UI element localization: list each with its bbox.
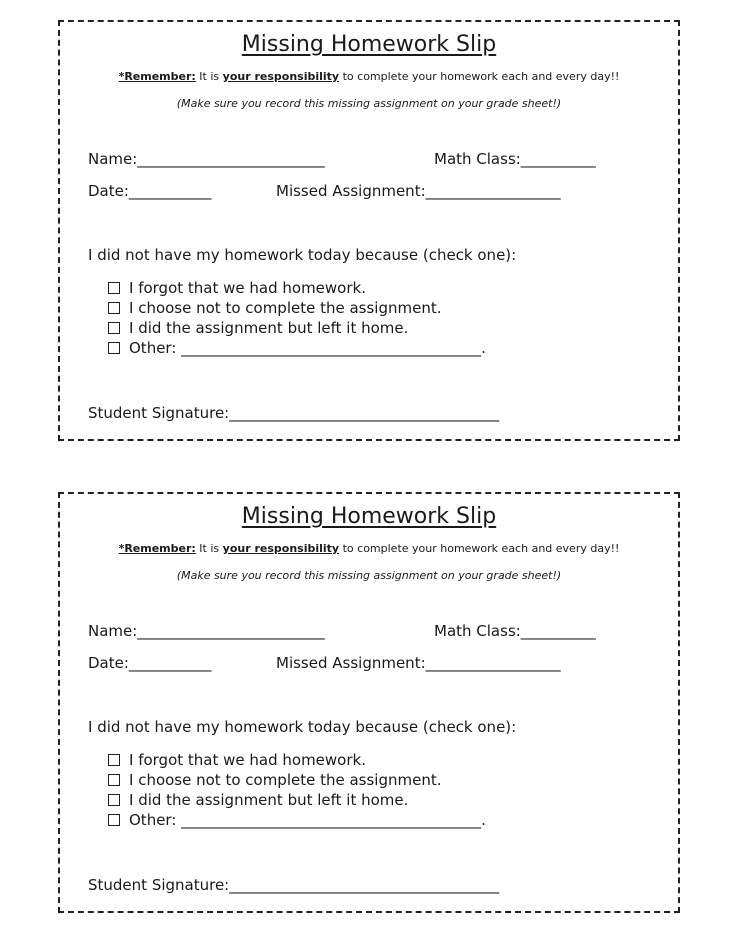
option-forgot[interactable] (108, 751, 366, 769)
option-left-home[interactable] (108, 791, 408, 809)
remember-emphasis: your responsibility (222, 70, 340, 83)
name-field[interactable]: Name:_________________________ (88, 622, 325, 640)
remember-label: *Remember: (118, 542, 196, 555)
option-left-home[interactable] (108, 319, 408, 337)
option-label: I forgot that we had homework. (129, 279, 366, 297)
option-chose-not[interactable] (108, 771, 442, 789)
option-label: I did the assignment but left it home. (129, 319, 409, 337)
slip-title: Missing Homework Slip (241, 32, 497, 57)
record-note: (Make sure you record this missing assignment on your grade sheet!) (176, 569, 562, 582)
option-chose-not[interactable] (108, 299, 442, 317)
homework-slip (58, 20, 680, 441)
remember-text-part: It is (195, 542, 223, 555)
signature-field[interactable]: Student Signature:____________________________________ (88, 876, 500, 894)
missed-assignment-field[interactable]: Missed Assignment:__________________ (276, 654, 561, 672)
checkbox-icon[interactable] (108, 302, 120, 314)
option-label: I forgot that we had homework. (129, 751, 366, 769)
math-class-field[interactable]: Math Class:__________ (434, 150, 596, 168)
missed-assignment-field[interactable]: Missed Assignment:__________________ (276, 182, 561, 200)
homework-slip (58, 492, 680, 913)
record-note: (Make sure you record this missing assignment on your grade sheet!) (176, 97, 562, 110)
remember-text-part: to complete your homework each and every day!! (339, 70, 620, 83)
slip-title: Missing Homework Slip (241, 504, 497, 529)
option-label: I choose not to complete the assignment. (129, 771, 442, 789)
checkbox-icon[interactable] (108, 774, 120, 786)
option-label: Other: ________________________________________. (129, 339, 486, 357)
checkbox-icon[interactable] (108, 814, 120, 826)
remember-emphasis: your responsibility (222, 542, 340, 555)
reason-prompt: I did not have my homework today because (check one): (88, 718, 517, 736)
option-other[interactable] (108, 339, 486, 357)
remember-text-part: It is (195, 70, 223, 83)
remember-label: *Remember: (118, 70, 196, 83)
checkbox-icon[interactable] (108, 322, 120, 334)
math-class-field[interactable]: Math Class:__________ (434, 622, 596, 640)
option-label: I did the assignment but left it home. (129, 791, 409, 809)
remember-text (60, 542, 678, 555)
option-forgot[interactable] (108, 279, 366, 297)
checkbox-icon[interactable] (108, 282, 120, 294)
checkbox-icon[interactable] (108, 342, 120, 354)
remember-text (60, 70, 678, 83)
option-label: Other: ________________________________________. (129, 811, 486, 829)
checkbox-icon[interactable] (108, 794, 120, 806)
name-field[interactable]: Name:_________________________ (88, 150, 325, 168)
option-other[interactable] (108, 811, 486, 829)
option-label: I choose not to complete the assignment. (129, 299, 442, 317)
remember-text-part: to complete your homework each and every day!! (339, 542, 620, 555)
reason-prompt: I did not have my homework today because (check one): (88, 246, 517, 264)
date-field[interactable]: Date:___________ (88, 654, 212, 672)
signature-field[interactable]: Student Signature:____________________________________ (88, 404, 500, 422)
date-field[interactable]: Date:___________ (88, 182, 212, 200)
checkbox-icon[interactable] (108, 754, 120, 766)
